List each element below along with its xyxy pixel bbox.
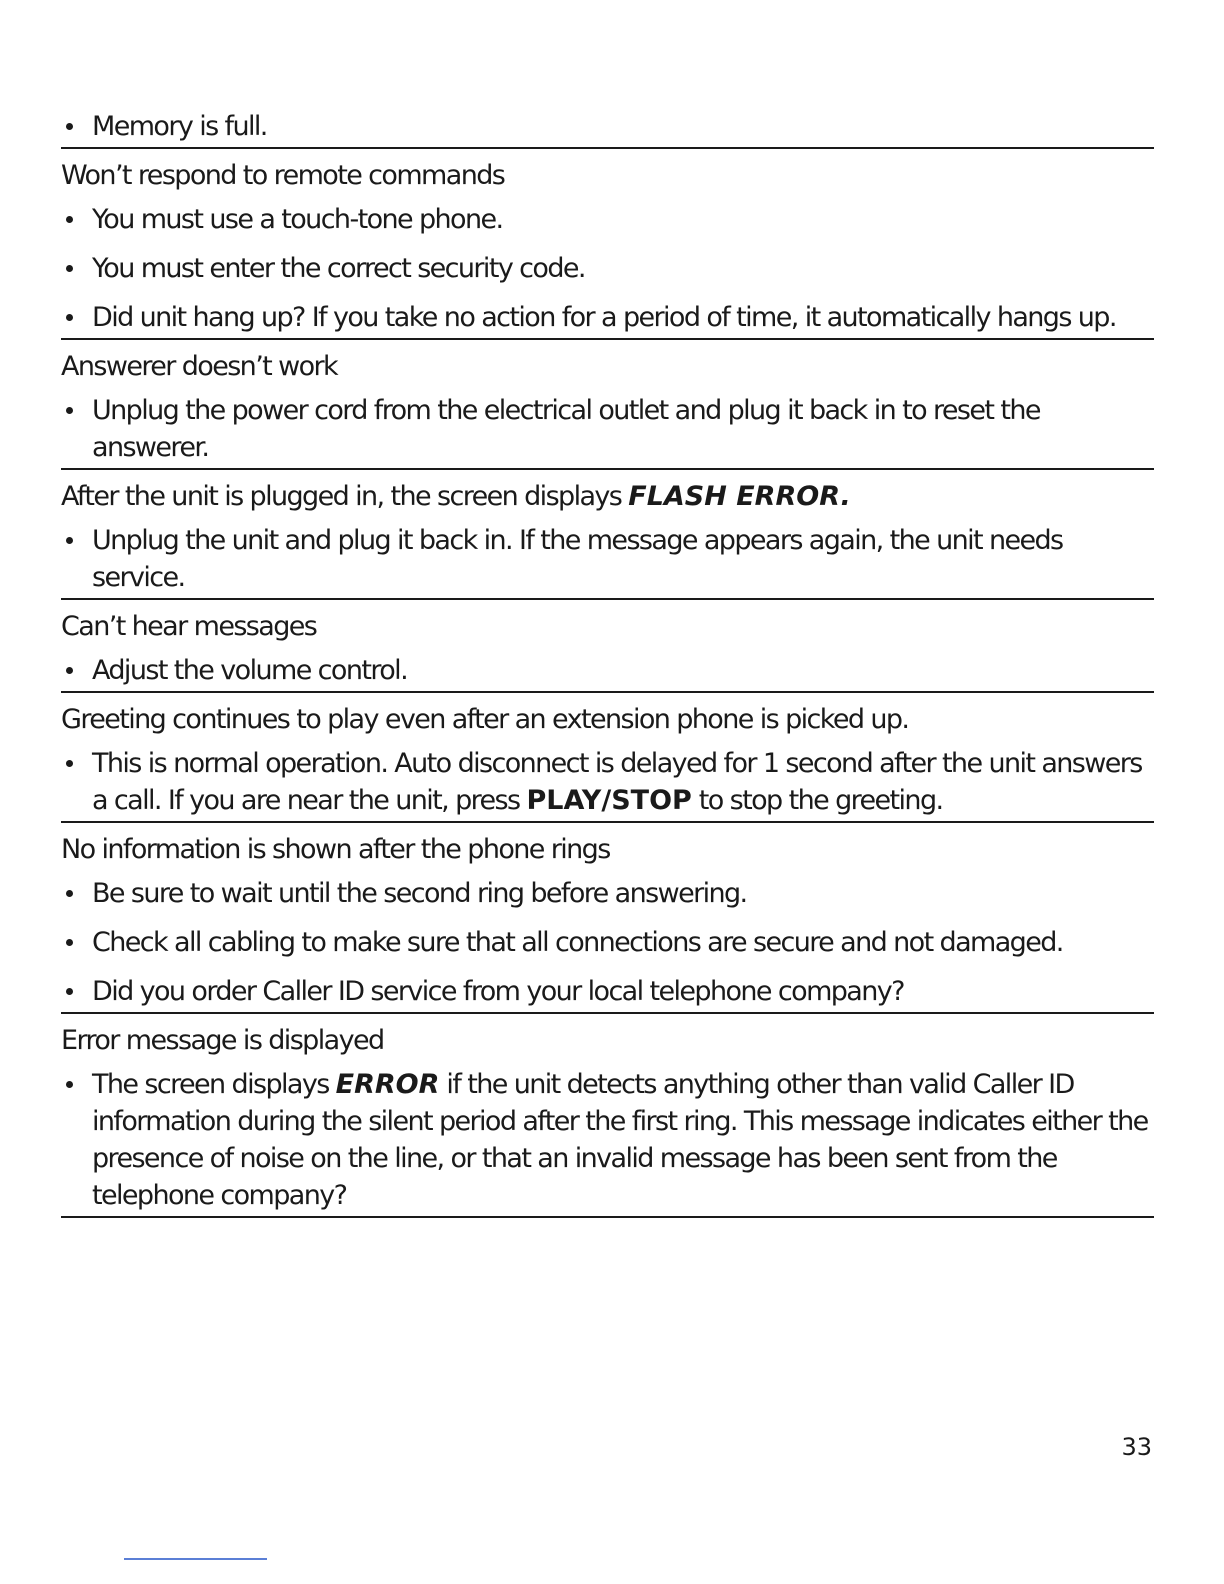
bullet-item: Did unit hang up? If you take no action for a period of time, it automatically hangs up. bbox=[61, 299, 1154, 336]
section-error-message bbox=[61, 1023, 1154, 1218]
section-remote-commands bbox=[61, 158, 1154, 340]
troubleshooting-page bbox=[61, 108, 1154, 1227]
bullet-item: Check all cabling to make sure that all connections are secure and not damaged. bbox=[61, 924, 1154, 961]
bullet-item: Memory is full. bbox=[61, 108, 1154, 145]
section-flash-error bbox=[61, 479, 1154, 600]
section-heading: Greeting continues to play even after an extension phone is picked up. bbox=[61, 704, 909, 735]
section-heading: No information is shown after the phone rings bbox=[61, 834, 610, 865]
bullet-text: to stop the greeting. bbox=[691, 785, 943, 816]
bullet-item: Unplug the power cord from the electrical outlet and plug it back in to reset the answerer. bbox=[61, 392, 1154, 466]
bullet-item bbox=[61, 745, 1154, 819]
section-heading: Won’t respond to remote commands bbox=[61, 160, 505, 191]
bullet-item bbox=[61, 1066, 1154, 1214]
bullet-item: Did you order Caller ID service from your local telephone company? bbox=[61, 973, 1154, 1010]
footer-divider bbox=[124, 1558, 267, 1560]
flash-error-label: FLASH ERROR. bbox=[628, 481, 851, 512]
section-heading: Answerer doesn’t work bbox=[61, 351, 338, 382]
section-answerer-doesnt-work bbox=[61, 349, 1154, 470]
section-no-information-shown bbox=[61, 832, 1154, 1014]
section-heading bbox=[61, 479, 1154, 515]
play-stop-key-label: PLAY/STOP bbox=[526, 785, 692, 816]
bullet-text: This is normal operation. Auto disconnect is delayed for 1 second after the unit answers a call. If you are near the unit, press bbox=[92, 748, 1142, 816]
section-heading: Error message is displayed bbox=[61, 1025, 384, 1056]
section-cant-hear-messages bbox=[61, 609, 1154, 693]
error-label: ERROR bbox=[335, 1069, 440, 1100]
bullet-item: You must use a touch-tone phone. bbox=[61, 201, 1154, 238]
section-heading: Can’t hear messages bbox=[61, 611, 317, 642]
section-memory-full bbox=[61, 108, 1154, 149]
bullet-text: if the unit detects anything other than valid Caller ID information during the silent period after the first ring. This message indicates either the presence of noise on the line, or that an invalid message has been sent from the telephone company? bbox=[92, 1069, 1148, 1211]
bullet-item: Adjust the volume control. bbox=[61, 652, 1154, 689]
bullet-item: Unplug the unit and plug it back in. If the message appears again, the unit needs service. bbox=[61, 522, 1154, 596]
page-number: 33 bbox=[1121, 1433, 1152, 1461]
section-greeting-continues bbox=[61, 702, 1154, 823]
heading-text: After the unit is plugged in, the screen displays bbox=[61, 481, 629, 512]
bullet-item: Be sure to wait until the second ring before answering. bbox=[61, 875, 1154, 912]
bullet-item: You must enter the correct security code. bbox=[61, 250, 1154, 287]
bullet-text: The screen displays bbox=[92, 1069, 336, 1100]
